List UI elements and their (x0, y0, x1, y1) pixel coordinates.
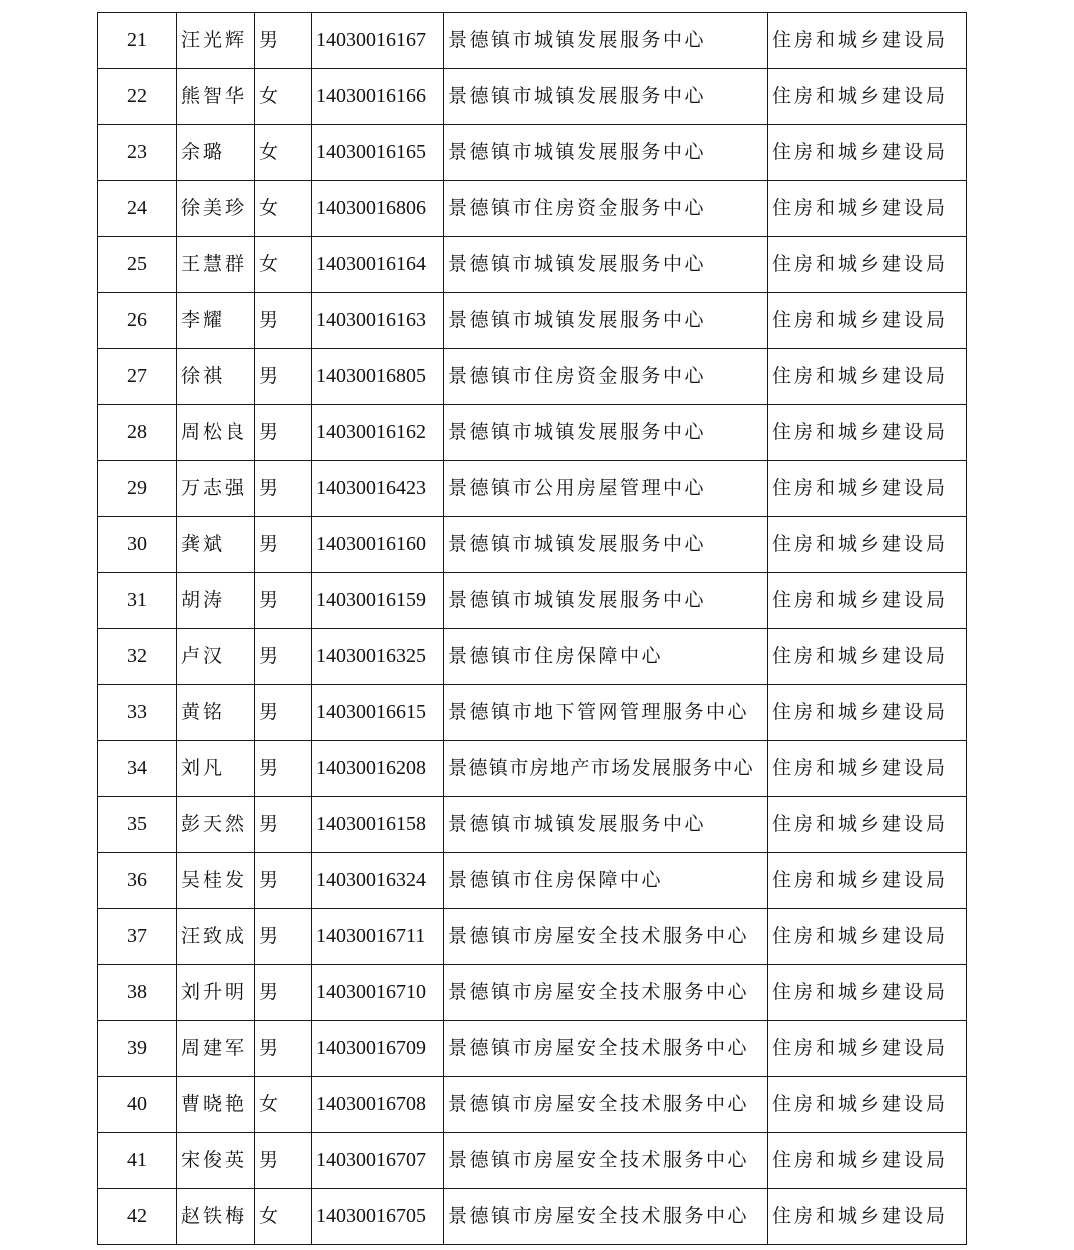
department-cell: 住房和城乡建设局 (768, 69, 967, 125)
row-number-cell: 21 (98, 13, 177, 69)
employer-unit-cell: 景德镇市住房资金服务中心 (444, 181, 768, 237)
employer-unit-cell: 景德镇市城镇发展服务中心 (444, 125, 768, 181)
employer-unit-cell: 景德镇市城镇发展服务中心 (444, 13, 768, 69)
row-number-cell: 24 (98, 181, 177, 237)
person-sex-cell: 男 (255, 293, 312, 349)
table-row (98, 909, 967, 965)
employer-unit-cell: 景德镇市城镇发展服务中心 (444, 573, 768, 629)
department-cell: 住房和城乡建设局 (768, 405, 967, 461)
candidate-id-cell: 14030016165 (312, 125, 444, 181)
person-name-cell: 卢汉 (177, 629, 255, 685)
person-sex-cell: 男 (255, 909, 312, 965)
employer-unit-cell: 景德镇市城镇发展服务中心 (444, 517, 768, 573)
employer-unit-cell: 景德镇市房屋安全技术服务中心 (444, 1021, 768, 1077)
row-number-cell: 27 (98, 349, 177, 405)
row-number-cell: 37 (98, 909, 177, 965)
table-row (98, 741, 967, 797)
row-number-cell: 39 (98, 1021, 177, 1077)
table-row (98, 125, 967, 181)
person-sex-cell: 女 (255, 125, 312, 181)
department-cell: 住房和城乡建设局 (768, 909, 967, 965)
table-row (98, 1189, 967, 1245)
table-row (98, 685, 967, 741)
person-sex-cell: 男 (255, 853, 312, 909)
candidate-id-cell: 14030016806 (312, 181, 444, 237)
department-cell: 住房和城乡建设局 (768, 1021, 967, 1077)
employer-unit-cell: 景德镇市城镇发展服务中心 (444, 237, 768, 293)
person-name-cell: 余璐 (177, 125, 255, 181)
department-cell: 住房和城乡建设局 (768, 1133, 967, 1189)
person-name-cell: 赵铁梅 (177, 1189, 255, 1245)
department-cell: 住房和城乡建设局 (768, 853, 967, 909)
department-cell: 住房和城乡建设局 (768, 461, 967, 517)
row-number-cell: 36 (98, 853, 177, 909)
candidate-id-cell: 14030016709 (312, 1021, 444, 1077)
person-name-cell: 刘升明 (177, 965, 255, 1021)
department-cell: 住房和城乡建设局 (768, 1189, 967, 1245)
table-row (98, 797, 967, 853)
person-name-cell: 曹晓艳 (177, 1077, 255, 1133)
candidate-id-cell: 14030016160 (312, 517, 444, 573)
person-name-cell: 龚斌 (177, 517, 255, 573)
person-name-cell: 彭天然 (177, 797, 255, 853)
person-name-cell: 汪光辉 (177, 13, 255, 69)
person-sex-cell: 男 (255, 797, 312, 853)
candidate-id-cell: 14030016162 (312, 405, 444, 461)
person-sex-cell: 男 (255, 1021, 312, 1077)
row-number-cell: 23 (98, 125, 177, 181)
table-row (98, 349, 967, 405)
row-number-cell: 25 (98, 237, 177, 293)
department-cell: 住房和城乡建设局 (768, 741, 967, 797)
table-row (98, 1077, 967, 1133)
person-sex-cell: 男 (255, 965, 312, 1021)
person-name-cell: 宋俊英 (177, 1133, 255, 1189)
person-name-cell: 李耀 (177, 293, 255, 349)
department-cell: 住房和城乡建设局 (768, 181, 967, 237)
employer-unit-cell: 景德镇市地下管网管理服务中心 (444, 685, 768, 741)
employer-unit-cell: 景德镇市公用房屋管理中心 (444, 461, 768, 517)
candidate-id-cell: 14030016615 (312, 685, 444, 741)
person-sex-cell: 女 (255, 1077, 312, 1133)
employer-unit-cell: 景德镇市城镇发展服务中心 (444, 797, 768, 853)
person-sex-cell: 女 (255, 69, 312, 125)
row-number-cell: 40 (98, 1077, 177, 1133)
roster-table (97, 12, 967, 1245)
candidate-id-cell: 14030016324 (312, 853, 444, 909)
person-name-cell: 熊智华 (177, 69, 255, 125)
person-name-cell: 黄铭 (177, 685, 255, 741)
person-sex-cell: 男 (255, 1133, 312, 1189)
person-sex-cell: 男 (255, 629, 312, 685)
table-row (98, 69, 967, 125)
person-name-cell: 刘凡 (177, 741, 255, 797)
person-sex-cell: 男 (255, 349, 312, 405)
person-name-cell: 徐美珍 (177, 181, 255, 237)
candidate-id-cell: 14030016158 (312, 797, 444, 853)
department-cell: 住房和城乡建设局 (768, 237, 967, 293)
person-sex-cell: 女 (255, 237, 312, 293)
row-number-cell: 29 (98, 461, 177, 517)
table-row (98, 1021, 967, 1077)
candidate-id-cell: 14030016325 (312, 629, 444, 685)
candidate-id-cell: 14030016805 (312, 349, 444, 405)
row-number-cell: 35 (98, 797, 177, 853)
row-number-cell: 26 (98, 293, 177, 349)
candidate-id-cell: 14030016163 (312, 293, 444, 349)
row-number-cell: 31 (98, 573, 177, 629)
department-cell: 住房和城乡建设局 (768, 965, 967, 1021)
row-number-cell: 28 (98, 405, 177, 461)
table-row (98, 237, 967, 293)
employer-unit-cell: 景德镇市住房资金服务中心 (444, 349, 768, 405)
employer-unit-cell: 景德镇市城镇发展服务中心 (444, 69, 768, 125)
person-sex-cell: 男 (255, 517, 312, 573)
candidate-id-cell: 14030016423 (312, 461, 444, 517)
person-sex-cell: 女 (255, 1189, 312, 1245)
person-sex-cell: 男 (255, 741, 312, 797)
candidate-id-cell: 14030016166 (312, 69, 444, 125)
employer-unit-cell: 景德镇市城镇发展服务中心 (444, 293, 768, 349)
table-row (98, 573, 967, 629)
person-name-cell: 万志强 (177, 461, 255, 517)
row-number-cell: 38 (98, 965, 177, 1021)
person-name-cell: 徐祺 (177, 349, 255, 405)
candidate-id-cell: 14030016167 (312, 13, 444, 69)
table-row (98, 293, 967, 349)
employer-unit-cell: 景德镇市房屋安全技术服务中心 (444, 1133, 768, 1189)
person-name-cell: 王慧群 (177, 237, 255, 293)
table-row (98, 181, 967, 237)
employer-unit-cell: 景德镇市房屋安全技术服务中心 (444, 1077, 768, 1133)
row-number-cell: 33 (98, 685, 177, 741)
person-sex-cell: 男 (255, 13, 312, 69)
department-cell: 住房和城乡建设局 (768, 293, 967, 349)
person-name-cell: 周松良 (177, 405, 255, 461)
employer-unit-cell: 景德镇市城镇发展服务中心 (444, 405, 768, 461)
table-row (98, 517, 967, 573)
candidate-id-cell: 14030016707 (312, 1133, 444, 1189)
department-cell: 住房和城乡建设局 (768, 685, 967, 741)
department-cell: 住房和城乡建设局 (768, 629, 967, 685)
table-row (98, 965, 967, 1021)
candidate-id-cell: 14030016208 (312, 741, 444, 797)
employer-unit-cell: 景德镇市房屋安全技术服务中心 (444, 965, 768, 1021)
table-row (98, 13, 967, 69)
row-number-cell: 42 (98, 1189, 177, 1245)
employer-unit-cell: 景德镇市住房保障中心 (444, 629, 768, 685)
department-cell: 住房和城乡建设局 (768, 517, 967, 573)
employer-unit-cell: 景德镇市房地产市场发展服务中心 (444, 741, 768, 797)
employer-unit-cell: 景德镇市房屋安全技术服务中心 (444, 1189, 768, 1245)
candidate-id-cell: 14030016708 (312, 1077, 444, 1133)
department-cell: 住房和城乡建设局 (768, 1077, 967, 1133)
table-row (98, 405, 967, 461)
person-name-cell: 胡涛 (177, 573, 255, 629)
employer-unit-cell: 景德镇市住房保障中心 (444, 853, 768, 909)
table-row (98, 629, 967, 685)
department-cell: 住房和城乡建设局 (768, 125, 967, 181)
table-row (98, 1133, 967, 1189)
candidate-id-cell: 14030016164 (312, 237, 444, 293)
row-number-cell: 34 (98, 741, 177, 797)
person-name-cell: 周建军 (177, 1021, 255, 1077)
department-cell: 住房和城乡建设局 (768, 13, 967, 69)
person-sex-cell: 男 (255, 405, 312, 461)
candidate-id-cell: 14030016711 (312, 909, 444, 965)
employer-unit-cell: 景德镇市房屋安全技术服务中心 (444, 909, 768, 965)
table-row (98, 461, 967, 517)
person-sex-cell: 女 (255, 181, 312, 237)
row-number-cell: 22 (98, 69, 177, 125)
department-cell: 住房和城乡建设局 (768, 573, 967, 629)
person-sex-cell: 男 (255, 461, 312, 517)
department-cell: 住房和城乡建设局 (768, 797, 967, 853)
candidate-id-cell: 14030016705 (312, 1189, 444, 1245)
row-number-cell: 41 (98, 1133, 177, 1189)
person-name-cell: 吴桂发 (177, 853, 255, 909)
row-number-cell: 32 (98, 629, 177, 685)
table-row (98, 853, 967, 909)
roster-table-body (98, 13, 967, 1245)
department-cell: 住房和城乡建设局 (768, 349, 967, 405)
candidate-id-cell: 14030016159 (312, 573, 444, 629)
person-sex-cell: 男 (255, 573, 312, 629)
row-number-cell: 30 (98, 517, 177, 573)
person-sex-cell: 男 (255, 685, 312, 741)
person-name-cell: 汪致成 (177, 909, 255, 965)
candidate-id-cell: 14030016710 (312, 965, 444, 1021)
